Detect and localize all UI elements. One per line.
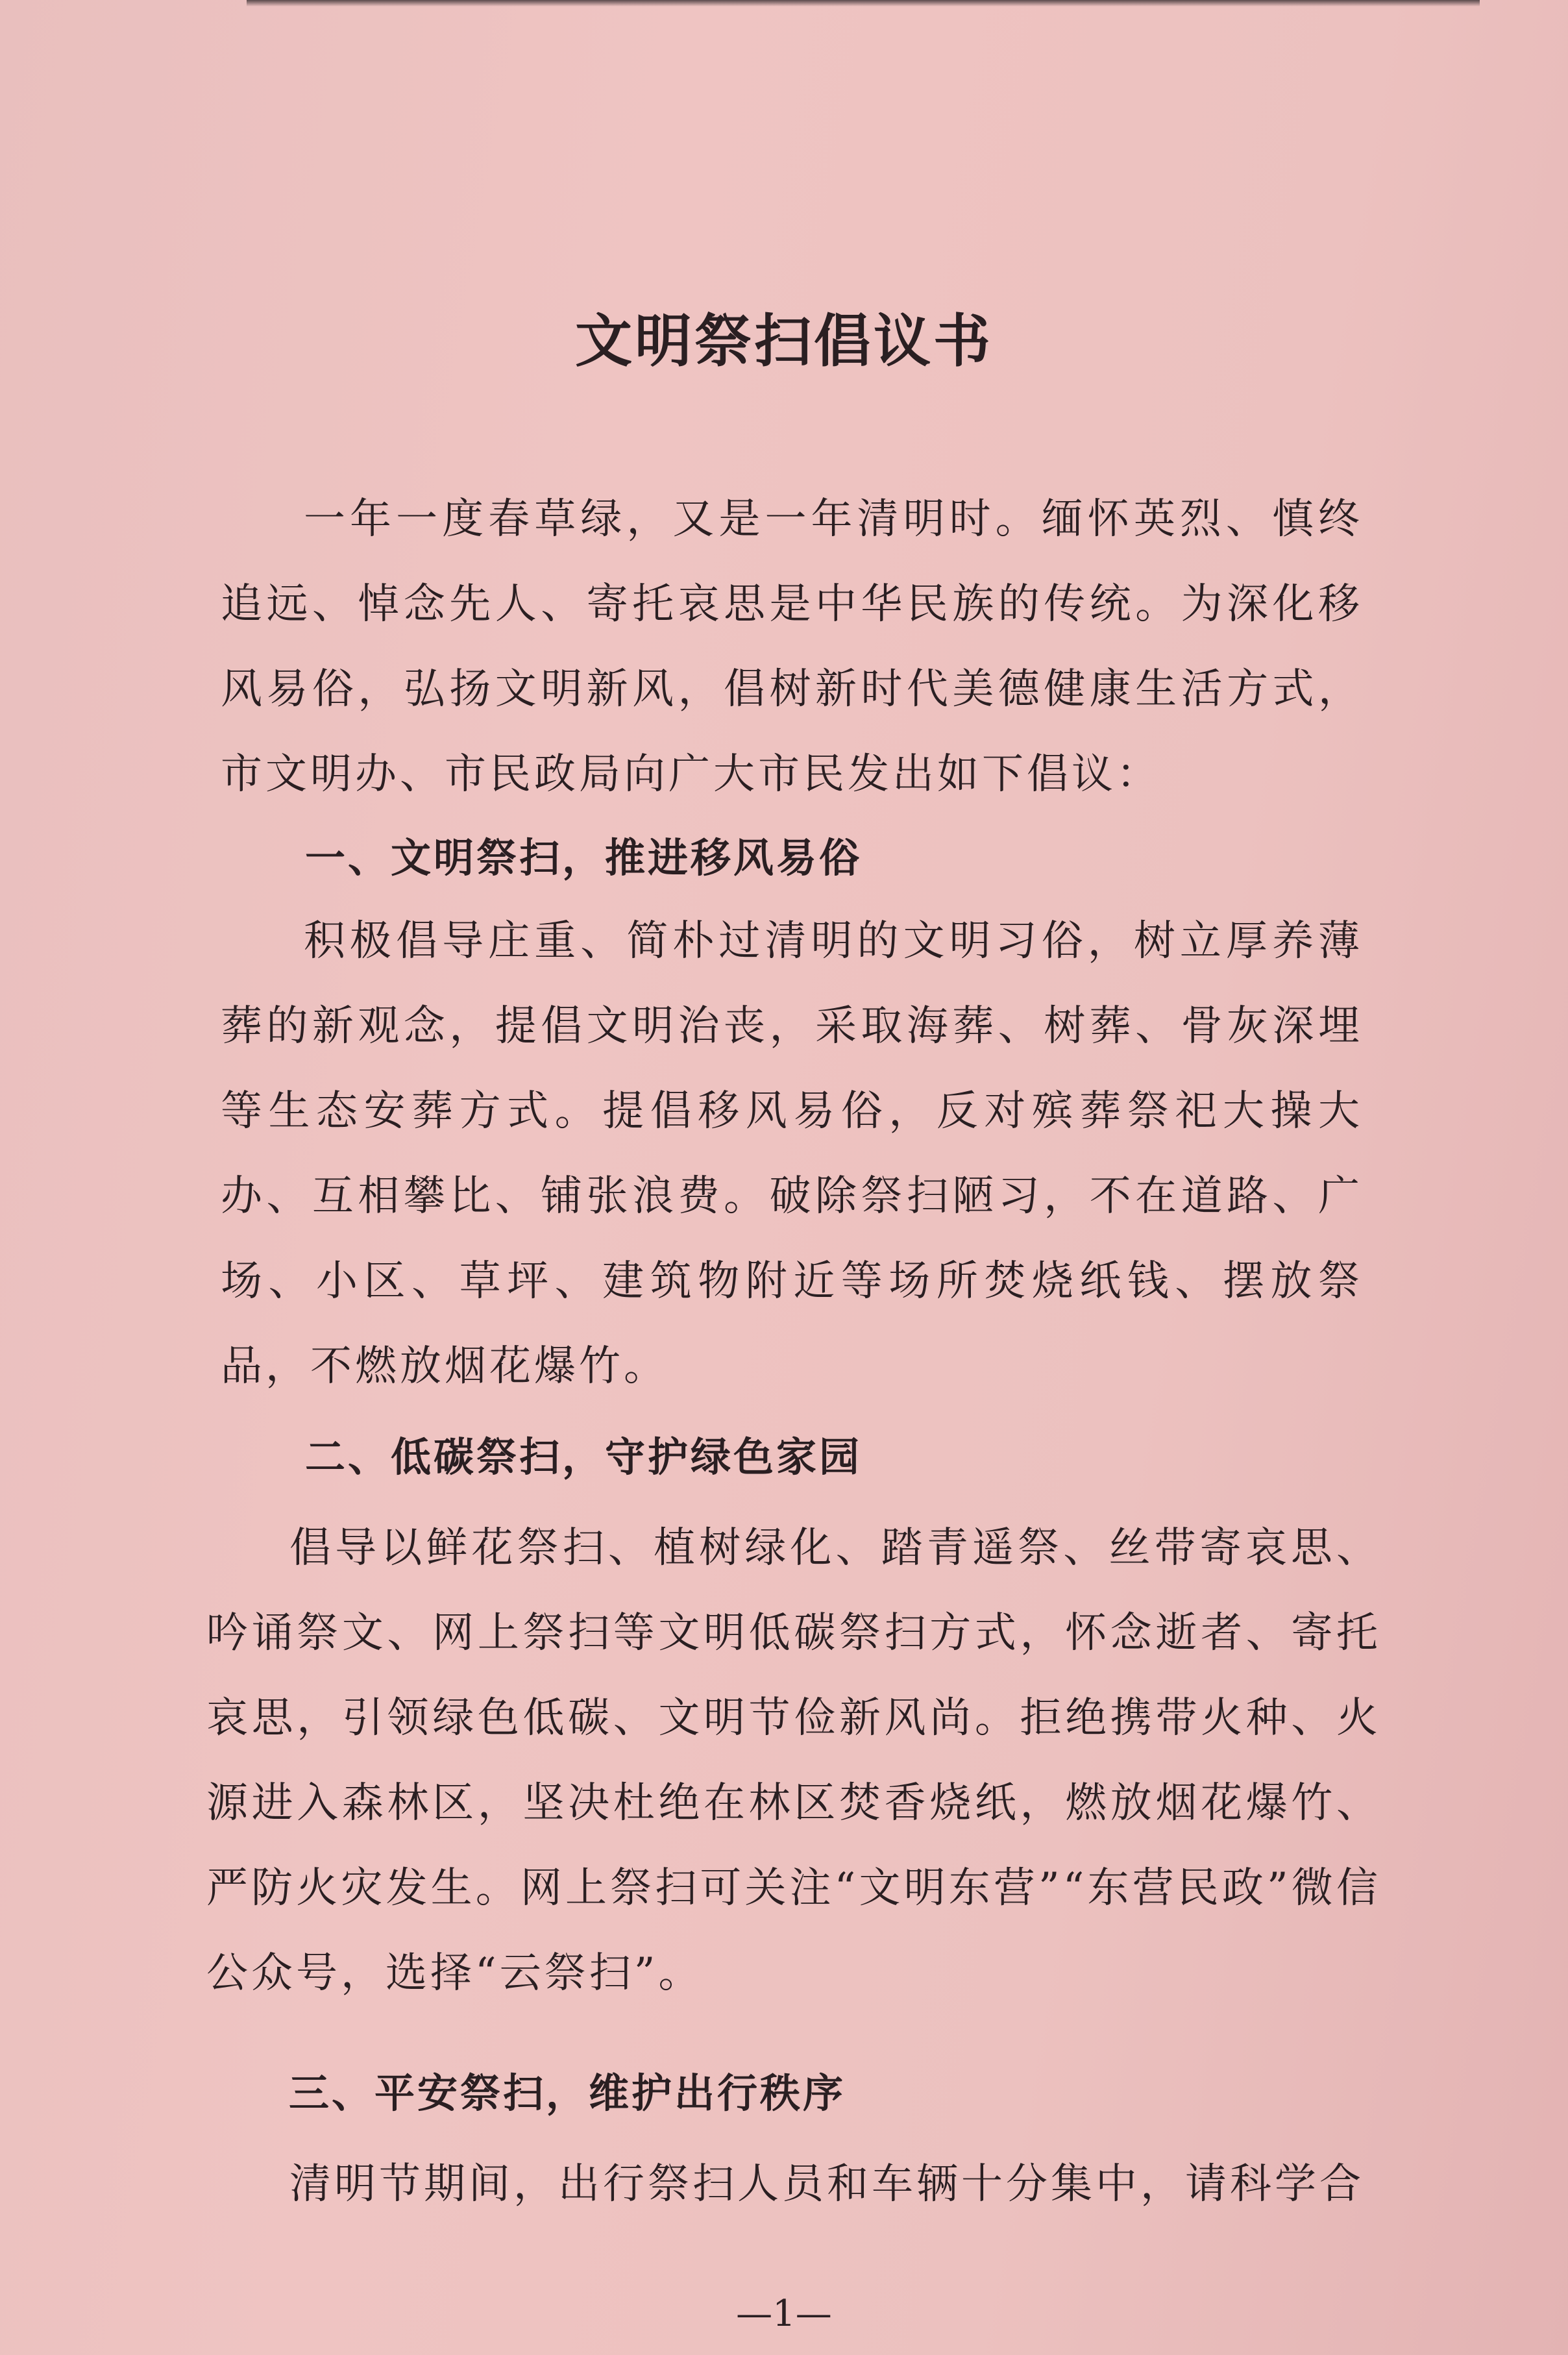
section-2-heading: 二、低碳祭扫，守护绿色家园	[305, 1433, 863, 1481]
page-number: —1—	[736, 2293, 832, 2335]
section-1-heading: 一、文明祭扫，推进移风易俗	[305, 834, 863, 882]
section-3-body: 清明节期间，出行祭扫人员和车辆十分集中，请科学合	[289, 2160, 1364, 2208]
section-2-body: 倡导以鲜花祭扫、植树绿化、踏青遥祭、丝带寄哀思、吟诵祭文、网上祭扫等文明低碳祭扫方式，怀念逝者、寄托哀思，引领绿色低碳、文明节俭新风尚。拒绝携带火种、火源进入森林区，坚决杜绝在林区焚香烧纸，燃放烟花爆竹、严防火灾发生。网上祭扫可关注“文明东营”“东营民政”微信公众号，选择“云祭扫”。	[206, 1524, 1381, 1997]
page-title: 文明祭扫倡议书	[574, 307, 993, 375]
intro-paragraph: 一年一度春草绿，又是一年清明时。缅怀英烈、慎终追远、悼念先人、寄托哀思是中华民族的传统。为深化移风易俗，弘扬文明新风，倡树新时代美德健康生活方式，市文明办、市民政局向广大市民发出如下倡议：	[221, 495, 1363, 798]
section-1-body: 积极倡导庄重、简朴过清明的文明习俗，树立厚养薄葬的新观念，提倡文明治丧，采取海葬、树葬、骨灰深埋等生态安葬方式。提倡移风易俗，反对殡葬祭祀大操大办、互相攀比、铺张浪费。破除祭扫陋习，不在道路、广场、小区、草坪、建筑物附近等场所焚烧纸钱、摆放祭品，不燃放烟花爆竹。	[221, 917, 1363, 1390]
section-3-heading: 三、平安祭扫，维护出行秩序	[289, 2069, 846, 2117]
top-edge-shadow	[247, 0, 1480, 6]
